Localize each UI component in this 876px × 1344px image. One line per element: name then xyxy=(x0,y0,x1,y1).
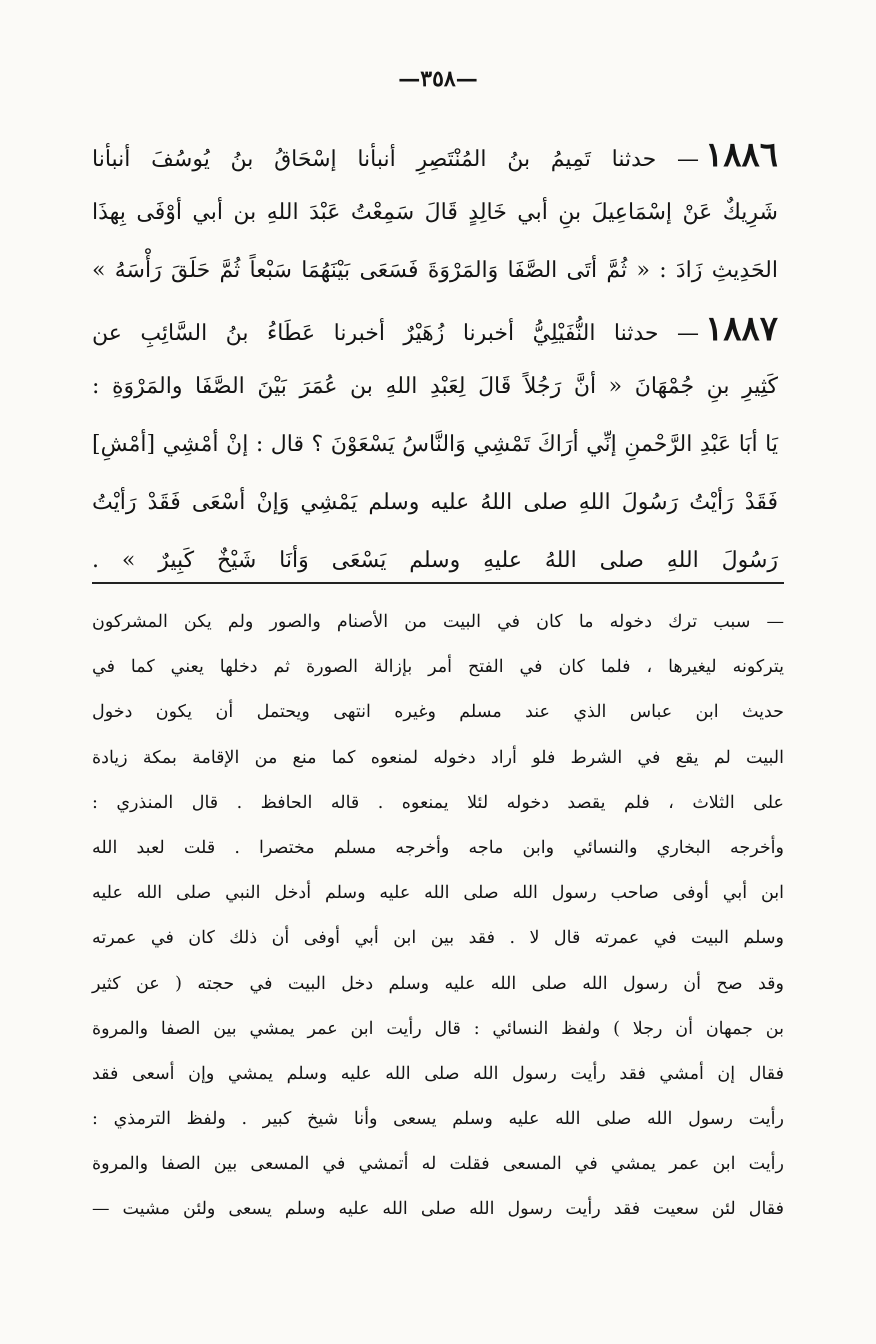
hadith-line xyxy=(92,300,778,358)
main-text xyxy=(92,126,778,590)
footnote-line: رأيت ابن عمر يمشي في المسعى فقلت له أتمشي في المسعى بين الصفا والمروة xyxy=(92,1154,784,1175)
footnote-line: فقال لئن سعيت فقد رأيت رسول الله صلى الله عليه وسلم يسعى ولئن مشيت — xyxy=(92,1199,784,1220)
hadith-number: ١٨٨٧ xyxy=(704,309,778,349)
footnote-line: رأيت رسول الله صلى الله عليه وسلم يسعى وأنا شيخ كبير . ولفظ الترمذي : xyxy=(92,1109,784,1130)
hadith-line: كَثِيرِ بنِ جُمْهَانَ « أنَّ رَجُلاً قَالَ لِعَبْدِ اللهِ بن عُمَرَ بَيْنَ الصَّفَا والمَرْوَةِ : xyxy=(92,374,778,399)
footnote-divider xyxy=(92,582,784,584)
hadith-number: ١٨٨٦ xyxy=(704,135,778,175)
hadith-line xyxy=(92,126,778,184)
footnote-line: ابن أبي أوفى صاحب رسول الله صلى الله عليه وسلم أدخل النبي صلى الله عليه xyxy=(92,883,784,904)
footnote-line: — سبب ترك دخوله ما كان في البيت من الأصنام والصور ولم يكن المشركون xyxy=(92,612,784,632)
footnote xyxy=(92,600,784,1233)
footnote-line: بن جمهان أن رجلا ) ولفظ النسائي : قال رأيت ابن عمر يمشي بين الصفا والمروة xyxy=(92,1018,784,1039)
hadith-line: رَسُولَ اللهِ صلى اللهُ عليهِ وسلم يَسْعَى وَأنَا شَيْخٌ كَبِيرٌ » . xyxy=(92,548,778,573)
hadith-line: يَا أبَا عَبْدِ الرَّحْمنِ إنِّي أرَاكَ تَمْشِي وَالنَّاسُ يَسْعَوْنَ ؟ قال : إنْ أمْشِي [أمْشِ] xyxy=(92,432,778,457)
footnote-line: وأخرجه البخاري والنسائي وابن ماجه وأخرجه مسلم مختصرا . قلت لعبد الله xyxy=(92,837,784,858)
footnote-line: يتركونه ليغيرها ، فلما كان في الفتح أمر بإزالة الصورة ثم دخلها يعني كما في xyxy=(92,657,784,678)
hadith-text: — حدثنا النُّفَيْلِيُّ أخبرنا زُهَيْرٌ أخبرنا عَطَاءُ بنُ السَّائِبِ عن xyxy=(92,321,699,346)
page-number: —٣٥٨— xyxy=(398,66,478,92)
hadith-line: شَرِيكٌ عَنْ إسْمَاعِيلَ بنِ أبي خَالِدٍ قَالَ سَمِعْتُ عَبْدَ اللهِ بن أبي أوْفَى بِهذَا xyxy=(92,200,778,225)
footnote-line: وقد صح أن رسول الله صلى الله عليه وسلم دخل البيت في حجته ( عن كثير xyxy=(92,973,784,994)
footnote-line: البيت لم يقع في الشرط فلو أراد دخوله لمنعوه كما منع من الإقامة بمكة زيادة xyxy=(92,747,784,768)
hadith-line: فَقَدْ رَأيْتُ رَسُولَ اللهِ صلى اللهُ عليه وسلم يَمْشِي وَإنْ أسْعَى فَقَدْ رَأيْتُ xyxy=(92,490,778,515)
footnote-line: وسلم البيت في عمرته قال لا . فقد بين ابن أبي أوفى أن ذلك كان في عمرته xyxy=(92,928,784,949)
hadith-text: — حدثنا تَمِيمُ بنُ المُنْتَصِرِ أنبأنا إسْحَاقُ بنُ يُوسُفَ أنبأنا xyxy=(92,147,699,172)
footnote-line: على الثلاث ، فلم يقصد دخوله لئلا يمنعوه . قاله الحافظ . قال المنذري : xyxy=(92,792,784,813)
footnote-line: حديث ابن عباس الذي عند مسلم وغيره انتهى ويحتمل أن يكون دخول xyxy=(92,702,784,723)
footnote-line: فقال إن أمشي فقد رأيت رسول الله صلى الله عليه وسلم يمشي وإن أسعى فقد xyxy=(92,1063,784,1084)
hadith-line: الحَدِيثِ زَادَ : « ثُمَّ أتَى الصَّفَا وَالمَرْوَةَ فَسَعَى بَيْنَهُمَا سَبْعاً ثُمَّ حَلَقَ رَأْسَهُ » xyxy=(92,258,778,283)
